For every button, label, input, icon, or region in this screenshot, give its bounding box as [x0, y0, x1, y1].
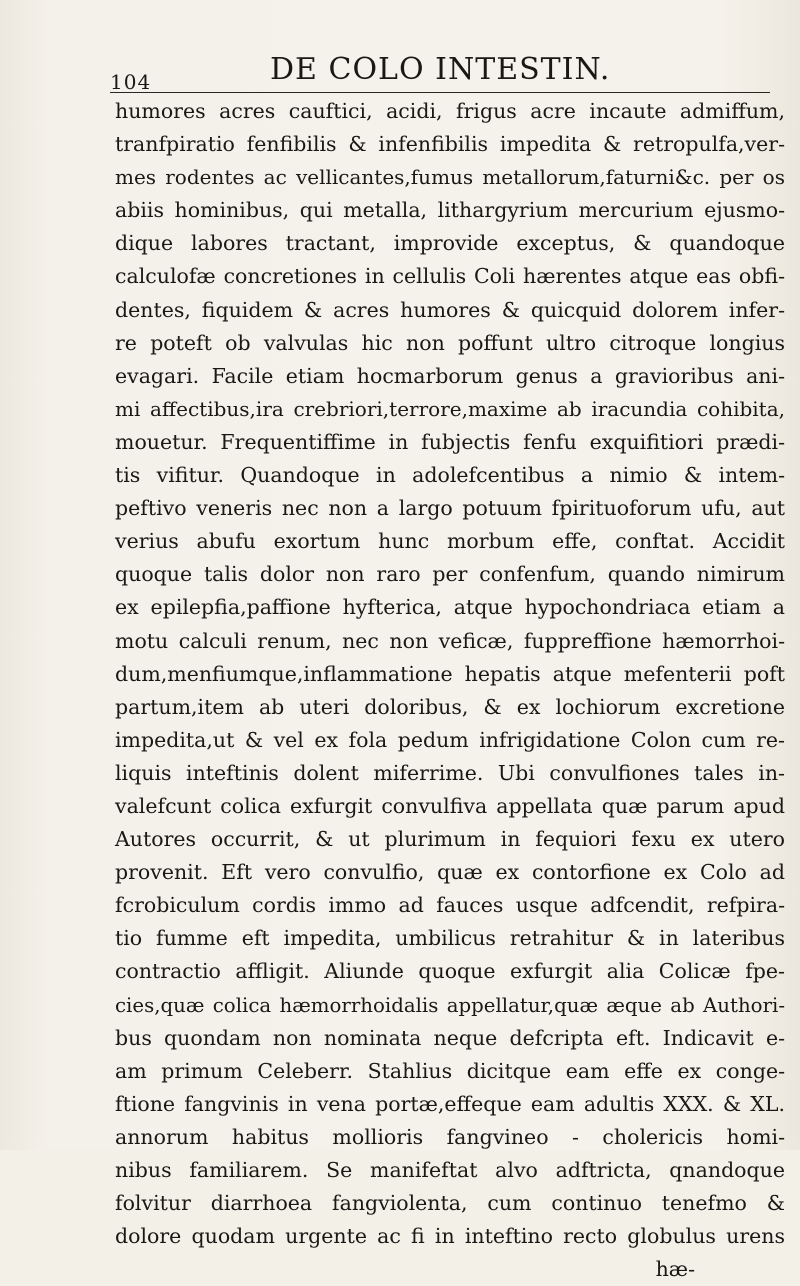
- text-line: re poteft ob valvulas hic non poffunt ultro citroque longius: [115, 330, 785, 355]
- text-line: verius abufu exortum hunc morbum effe, conftat. Accidit: [115, 529, 785, 554]
- text-line: evagari. Facile etiam hocmarborum genus a gravioribus ani-: [115, 363, 785, 388]
- text-line: folvitur diarrhoea fangviolenta, cum continuo tenefmo &: [115, 1191, 785, 1216]
- text-line: valefcunt colica exfurgit convulfiva appellata quæ parum apud: [115, 793, 785, 818]
- text-line: abiis hominibus, qui metalla, lithargyrium mercurium ejusmo-: [115, 198, 785, 223]
- text-line: liquis inteftinis dolent miferrime. Ubi convulfiones tales in-: [115, 760, 785, 785]
- catchword: hæ-: [655, 1257, 695, 1282]
- text-line: ex epilepfia,paffione hyfterica, atque hypochondriaca etiam a: [115, 595, 785, 620]
- text-line: bus quondam non nominata neque defcripta eft. Indicavit e-: [115, 1025, 785, 1050]
- text-line: provenit. Eft vero convulfio, quæ ex contorfione ex Colo ad: [115, 860, 785, 885]
- text-line: dentes, fiquidem & acres humores & quicquid dolorem infer-: [115, 297, 785, 322]
- text-line: impedita,ut & vel ex fola pedum infrigidatione Colon cum re-: [115, 727, 785, 752]
- text-line: mi affectibus,ira crebriori,terrore,maxime ab iracundia cohibita,: [115, 396, 785, 421]
- running-head: DE COLO INTESTIN.: [270, 52, 611, 87]
- text-line: calculofæ concretiones in cellulis Coli hærentes atque eas obfi-: [115, 264, 785, 289]
- text-line: tranfpiratio fenfibilis & infenfibilis impedita & retropulfa,ver-: [115, 132, 785, 157]
- text-line: mes rodentes ac vellicantes,fumus metallorum,faturni&c. per os: [115, 165, 785, 190]
- header-rule: [110, 92, 770, 93]
- page-number: 104: [110, 70, 152, 94]
- text-line: humores acres cauftici, acidi, frigus acre incaute admiffum,: [115, 99, 785, 123]
- page-header: [110, 52, 770, 92]
- text-line: tio fumme eft impedita, umbilicus retrahitur & in lateribus: [115, 926, 785, 951]
- text-line: cies,quæ colica hæmorrhoidalis appellatur,quæ æque ab Authori-: [115, 993, 785, 1017]
- text-line: nibus familiarem. Se manifeftat alvo adftricta, qnandoque: [115, 1158, 785, 1182]
- text-line: fcrobiculum cordis immo ad fauces usque adfcendit, refpira-: [115, 893, 785, 918]
- text-line: dolore quodam urgente ac fi in inteftino recto globulus urens: [115, 1224, 785, 1249]
- text-line: dum,menfiumque,inflammatione hepatis atque mefenterii poft: [115, 661, 785, 686]
- text-line: contractio affligit. Aliunde quoque exfurgit alia Colicæ fpe-: [115, 959, 785, 984]
- text-line: dique labores tractant, improvide exceptus, & quandoque: [115, 231, 785, 256]
- text-line: mouetur. Frequentiffime in fubjectis fenfu exquifitiori prædi-: [115, 429, 785, 454]
- body-text: [115, 95, 785, 1286]
- text-line: motu calculi renum, nec non veficæ, fuppreffione hæmorrhoi-: [115, 628, 785, 653]
- text-line: peftivo veneris nec non a largo potuum fpirituoforum ufu, aut: [115, 496, 785, 521]
- text-line: tis vifitur. Quandoque in adolefcentibus a nimio & intem-: [115, 463, 785, 488]
- text-line: Autores occurrit, & ut plurimum in fequiori fexu ex utero: [115, 827, 785, 852]
- text-line: annorum habitus mollioris fangvineo - cholericis homi-: [115, 1124, 785, 1149]
- text-line: partum,item ab uteri doloribus, & ex lochiorum excretione: [115, 694, 785, 719]
- text-line: quoque talis dolor non raro per confenfum, quando nimirum: [115, 562, 785, 587]
- text-line: ftione fangvinis in vena portæ,effeque eam adultis XXX. & XL.: [115, 1091, 785, 1116]
- text-line: am primum Celeberr. Stahlius dicitque eam effe ex conge-: [115, 1058, 785, 1083]
